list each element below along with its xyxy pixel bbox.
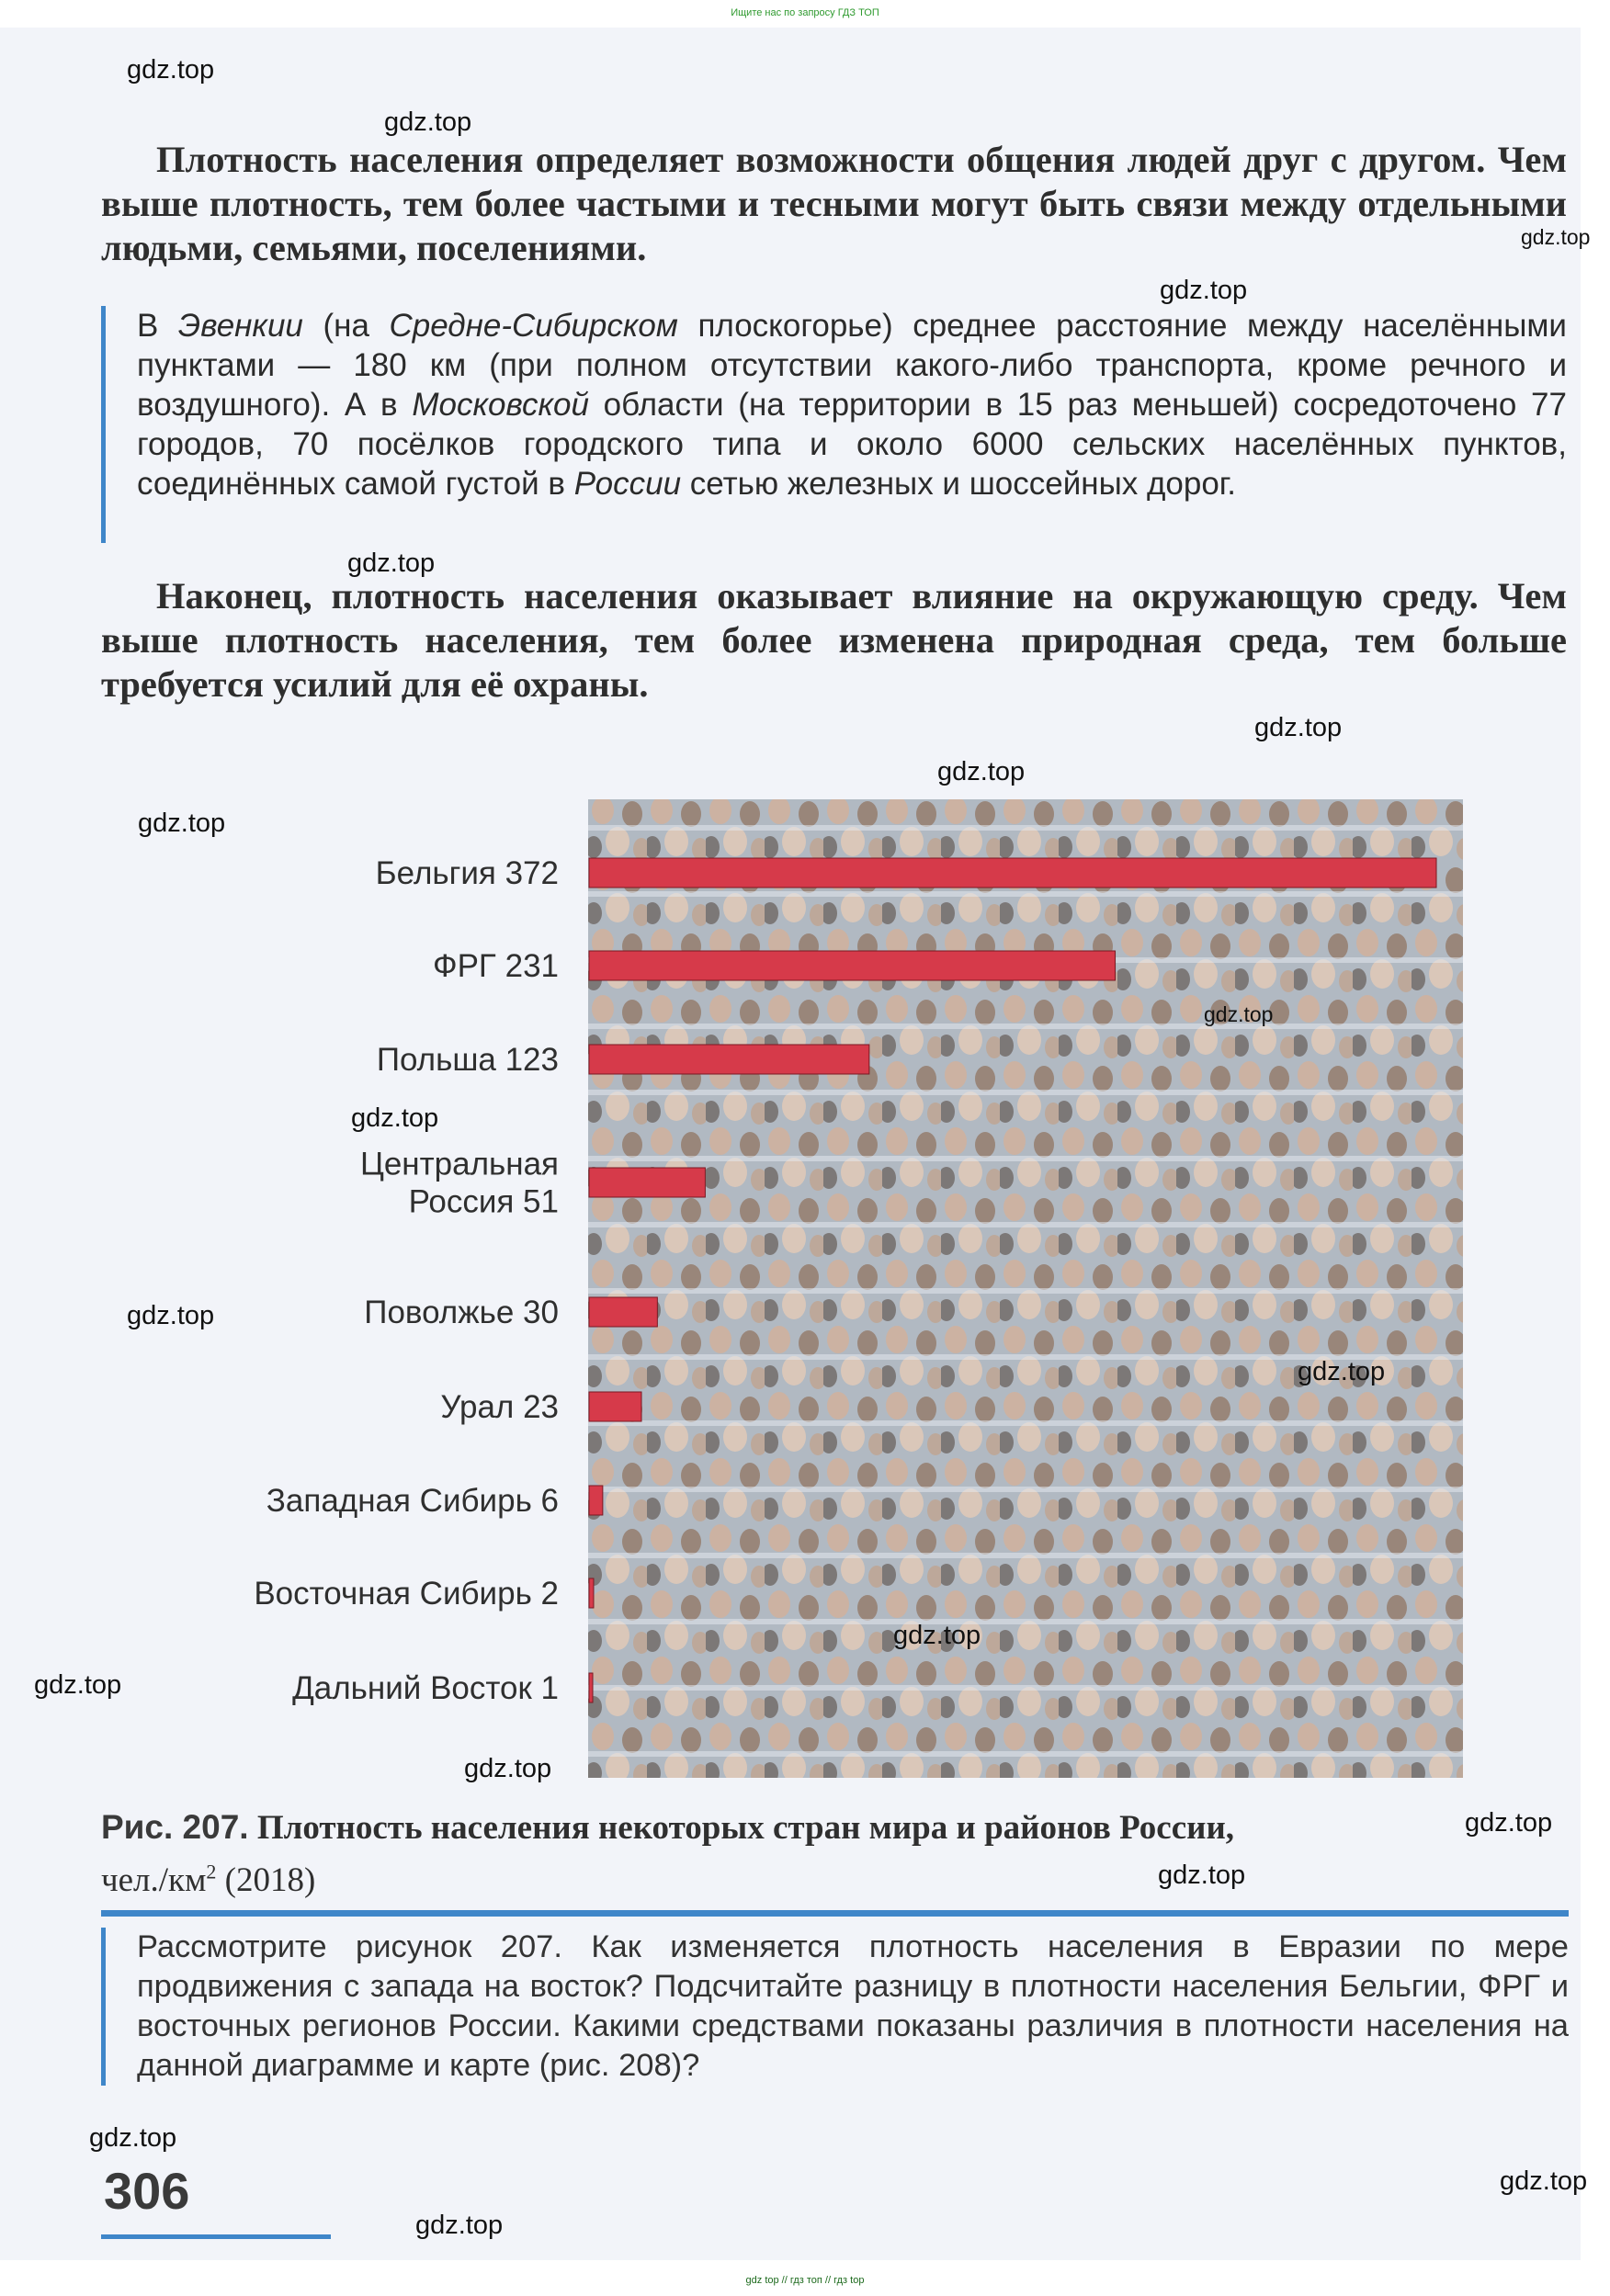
- watermark: gdz.top: [138, 809, 226, 838]
- watermark: gdz.top: [464, 1754, 552, 1783]
- watermark: gdz.top: [1158, 1861, 1246, 1890]
- figure-number: Рис. 207.: [101, 1808, 249, 1846]
- bar-6: [589, 1392, 641, 1421]
- question-box: [101, 1928, 1569, 2086]
- watermark: gdz.top: [1254, 713, 1343, 742]
- question-text: Рассмотрите рисунок 207. Как изменяется плотность населения в Евразии по мере продвижения с запада на восток? Подсчитайте разницу в плотности населения Бельгии, ФРГ и восточных регионов России. Какими средствами показаны различия в плотности населения на данной диаграмме и карте (рис. 208)?: [137, 1929, 1569, 2083]
- bar-label-3: Польша 123: [376, 1042, 559, 1078]
- bar-label-1: Бельгия 372: [375, 855, 559, 891]
- bar-3: [589, 1045, 869, 1074]
- page-number: 306: [104, 2162, 190, 2220]
- bar-1: [589, 858, 1436, 888]
- top-note: Ищите нас по запросу ГДЗ ТОП: [731, 7, 879, 18]
- paragraph-2: Наконец, плотность населения оказывает влияние на окружающую среду. Чем выше плотность населения, тем более изменена природная среда, тем больше требуется усилий для её охраны.: [101, 575, 1567, 705]
- paragraph-1: Плотность населения определяет возможности общения людей друг с другом. Чем выше плотность, тем более частыми и тесными могут быть связи между отдельными людьми, семьями, поселениями.: [101, 139, 1567, 268]
- caption-unit: $чел./км^2$ (2018): [101, 1861, 316, 1900]
- caption-text: Плотность населения некоторых стран мира и районов России,: [256, 1809, 1235, 1847]
- watermark: gdz.top: [1160, 276, 1248, 305]
- watermark: gdz.top: [1204, 1002, 1274, 1026]
- bar-7: [589, 1486, 603, 1515]
- watermark: gdz.top: [893, 1621, 981, 1650]
- caption-divider: [101, 1910, 1569, 1917]
- watermark: gdz.top: [937, 757, 1026, 786]
- watermark: gdz.top: [89, 2123, 177, 2153]
- watermark: gdz.top: [34, 1670, 122, 1700]
- bar-label-9: Дальний Восток 1: [292, 1670, 559, 1706]
- watermark: gdz.top: [127, 1301, 215, 1330]
- watermark: gdz.top: [127, 55, 215, 85]
- info-box: В Эвенкии (на Средне-Сибирском плоскогорье) среднее расстояние между населёнными пунктами — 180 км (при полном отсутствии какого-либо транспорта, кроме речного и воздушного). А в Московской области (на территории в 15 раз меньшей) сосредоточено 77 городов, 70 посёлков городского типа и около 6000 сельских населённых пунктов, соединённых самой густой в России сетью железных и шоссейных дорог.: [101, 306, 1567, 543]
- watermark: gdz.top: [1465, 1808, 1553, 1838]
- bar-label-8: Восточная Сибирь 2: [254, 1576, 559, 1612]
- bar-label-4: Центральная Россия 51: [359, 1146, 559, 1220]
- watermark: gdz.top: [384, 107, 472, 137]
- figure-caption: [101, 1805, 1571, 1903]
- bar-label-7: Западная Сибирь 6: [266, 1483, 559, 1519]
- watermark: gdz.top: [1298, 1357, 1386, 1386]
- watermark: gdz.top: [415, 2211, 504, 2240]
- crowd-photo-background: [588, 799, 1463, 1778]
- bar-4: [589, 1168, 705, 1197]
- bar-2: [589, 951, 1116, 980]
- bar-label-6: Урал 23: [440, 1389, 559, 1425]
- bar-label-5: Поволжье 30: [364, 1295, 559, 1330]
- bar-label-2: ФРГ 231: [432, 948, 559, 984]
- bar-8: [589, 1578, 594, 1608]
- page-number-rule: [101, 2234, 331, 2239]
- bottom-note: gdz top // гдз топ // гдз top: [745, 2275, 865, 2286]
- bar-5: [589, 1297, 657, 1327]
- watermark: gdz.top: [1521, 225, 1591, 249]
- watermark: gdz.top: [351, 1103, 439, 1133]
- bar-9: [589, 1673, 593, 1702]
- watermark: gdz.top: [1500, 2166, 1588, 2196]
- watermark: gdz.top: [347, 549, 436, 578]
